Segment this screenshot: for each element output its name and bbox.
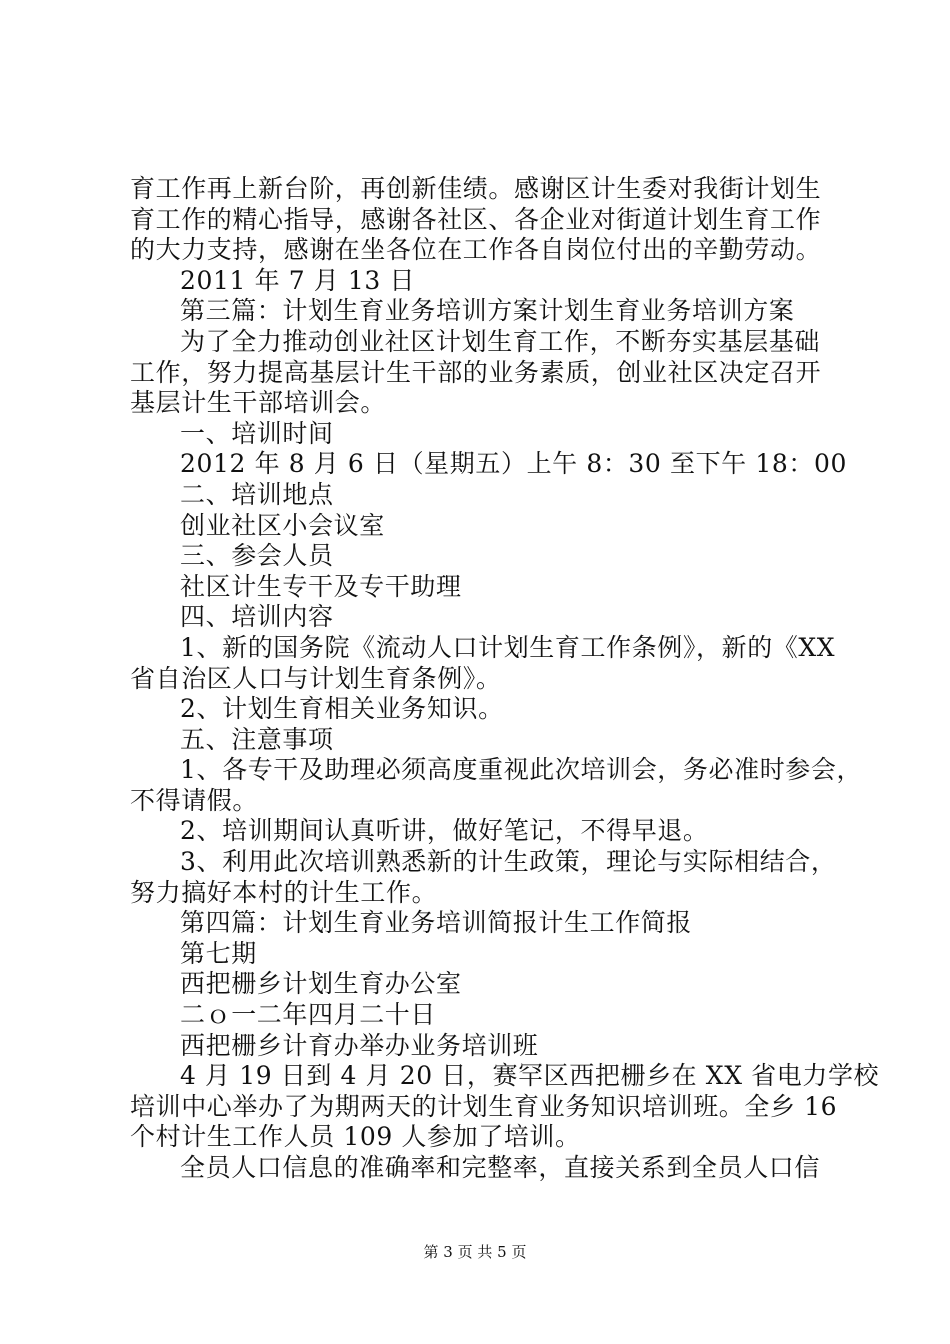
text-line: 创业社区小会议室 (180, 510, 385, 540)
text-line: 西把栅乡计划生育办公室 (180, 969, 462, 999)
item-heading: 二、培训地点 (180, 479, 334, 509)
text-line: 第七期 (180, 938, 257, 968)
text-line: 西把栅乡计育办举办业务培训班 (180, 1030, 539, 1060)
text-line: 2、培训期间认真听讲，做好笔记，不得早退。 (180, 816, 709, 846)
text-line: 培训中心举办了为期两天的计划生育业务知识培训班。全乡 16 (130, 1091, 838, 1121)
date-line: 二ｏ一二年四月二十日 (180, 1000, 437, 1030)
text-line: 2、计划生育相关业务知识。 (180, 694, 504, 724)
text-line: 1、新的国务院《流动人口计划生育工作条例》，新的《XX (180, 632, 836, 662)
text-line: 社区计生专干及专干助理 (180, 571, 462, 601)
text-line: 3、利用此次培训熟悉新的计生政策，理论与实际相结合， (180, 847, 837, 877)
text-line: 基层计生干部培训会。 (130, 388, 387, 418)
text-line: 4 月 19 日到 4 月 20 日，赛罕区西把栅乡在 XX 省电力学校 (180, 1061, 880, 1091)
date-line: 2011 年 7 月 13 日 (180, 265, 416, 295)
text-line: 工作，努力提高基层计生干部的业务素质，创业社区决定召开 (130, 357, 822, 387)
text-line: 1、各专干及助理必须高度重视此次培训会，务必准时参会， (180, 755, 863, 785)
text-line: 努力搞好本村的计生工作。 (130, 877, 438, 907)
page-number-footer: 第 3 页 共 5 页 (423, 1243, 527, 1261)
text-line: 全员人口信息的准确率和完整率，直接关系到全员人口信 (180, 1153, 821, 1182)
item-heading: 五、注意事项 (180, 724, 334, 754)
item-heading: 一、培训时间 (180, 418, 334, 448)
text-line: 2012 年 8 月 6 日（星期五）上午 8：30 至下午 18：00 (180, 449, 847, 479)
text-line: 不得请假。 (130, 785, 259, 815)
document-body (130, 174, 880, 1184)
item-heading: 三、参会人员 (180, 541, 334, 571)
section-heading: 第四篇：计划生育业务培训简报计生工作简报 (180, 908, 693, 938)
item-heading: 四、培训内容 (180, 602, 334, 632)
text-line: 育工作的精心指导，感谢各社区、各企业对街道计划生育工作 (130, 204, 822, 234)
text-line: 省自治区人口与计划生育条例》。 (130, 663, 502, 693)
section-heading: 第三篇：计划生育业务培训方案计划生育业务培训方案 (180, 296, 795, 326)
text-line: 的大力支持，感谢在坐各位在工作各自岗位付出的辛勤劳动。 (130, 235, 822, 265)
text-line: 为了全力推动创业社区计划生育工作，不断夯实基层基础 (180, 326, 821, 356)
text-line: 育工作再上新台阶，再创新佳绩。感谢区计生委对我街计划生 (130, 174, 822, 203)
text-line: 个村计生工作人员 109 人参加了培训。 (130, 1122, 581, 1152)
